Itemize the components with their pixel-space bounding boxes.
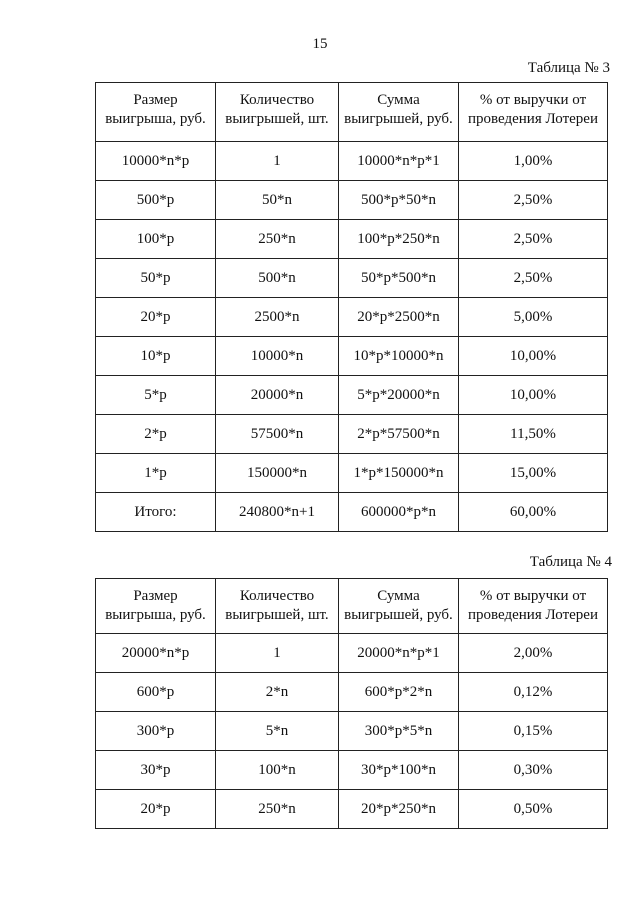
cell-revenue-percent <box>459 259 608 298</box>
cell-prize-count <box>216 181 339 220</box>
cell-prize-sum <box>339 220 459 259</box>
cell-prize-sum <box>339 376 459 415</box>
cell-prize-count <box>216 220 339 259</box>
cell-prize-count <box>216 376 339 415</box>
table-row <box>96 493 608 532</box>
cell-text: 5*p*20000*n <box>357 387 440 403</box>
cell-prize-sum <box>339 751 459 790</box>
cell-revenue-percent <box>459 454 608 493</box>
cell-text: 50*n <box>262 192 292 208</box>
cell-text: 20*p <box>140 801 171 817</box>
table-row <box>96 712 608 751</box>
table-row <box>96 220 608 259</box>
cell-text: 20000*n*p*1 <box>357 645 440 661</box>
cell-text: 2,00% <box>513 645 553 661</box>
cell-text: 20000*n*p <box>121 645 190 661</box>
cell-text: 600*p <box>136 684 175 700</box>
cell-prize-sum <box>339 337 459 376</box>
cell-prize-sum <box>339 712 459 751</box>
cell-text: 100*p <box>136 231 175 247</box>
table-row <box>96 298 608 337</box>
cell-prize-size <box>96 415 216 454</box>
cell-text: 0,15% <box>513 723 553 739</box>
cell-text: 1*p*150000*n <box>353 465 444 481</box>
cell-text: 50*p <box>140 270 171 286</box>
cell-text: 250*n <box>258 231 296 247</box>
cell-prize-sum <box>339 493 459 532</box>
cell-prize-size <box>96 454 216 493</box>
cell-text: 2*p*57500*n <box>357 426 440 442</box>
cell-prize-count <box>216 673 339 712</box>
cell-revenue-percent <box>459 337 608 376</box>
header-revenue-percent: % от выручки от проведения Лотереи <box>459 83 608 142</box>
cell-prize-size <box>96 493 216 532</box>
cell-text: 20*p <box>140 309 171 325</box>
cell-revenue-percent <box>459 673 608 712</box>
table-3-caption: Таблица № 3 <box>527 60 610 76</box>
cell-prize-size <box>96 712 216 751</box>
table-row <box>96 634 608 673</box>
cell-text: 5,00% <box>513 309 553 325</box>
cell-text: 57500*n <box>250 426 304 442</box>
cell-revenue-percent <box>459 712 608 751</box>
cell-prize-size <box>96 673 216 712</box>
table-row <box>96 181 608 220</box>
cell-prize-count <box>216 454 339 493</box>
cell-prize-sum <box>339 634 459 673</box>
cell-text: 240800*n+1 <box>239 504 315 520</box>
cell-prize-sum <box>339 790 459 829</box>
cell-text: 30*p <box>140 762 171 778</box>
cell-text: 100*p*250*n <box>357 231 440 247</box>
cell-text: 2,50% <box>513 192 553 208</box>
cell-text: 5*p <box>144 387 167 403</box>
header-prize-size: Размер выигрыша, руб. <box>96 83 216 142</box>
header-prize-count: Количество выигрышей, шт. <box>216 579 339 634</box>
cell-prize-size <box>96 337 216 376</box>
cell-prize-count <box>216 298 339 337</box>
cell-text: 30*p*100*n <box>361 762 436 778</box>
cell-revenue-percent <box>459 634 608 673</box>
cell-text: 2*p <box>144 426 167 442</box>
cell-prize-count <box>216 142 339 181</box>
cell-revenue-percent <box>459 493 608 532</box>
cell-prize-size <box>96 790 216 829</box>
cell-text: 20*p*2500*n <box>357 309 440 325</box>
table-3-body <box>96 142 608 532</box>
cell-text: 600000*p*n <box>361 504 436 520</box>
table-row <box>96 142 608 181</box>
cell-text: 2*n <box>265 684 289 700</box>
cell-text: 15,00% <box>509 465 557 481</box>
table-4-body <box>96 634 608 829</box>
cell-prize-count <box>216 493 339 532</box>
cell-prize-size <box>96 220 216 259</box>
cell-text: 1 <box>273 153 281 169</box>
cell-text: 10,00% <box>509 348 557 364</box>
cell-text: 150000*n <box>247 465 307 481</box>
cell-prize-count <box>216 259 339 298</box>
cell-prize-sum <box>339 673 459 712</box>
table-row <box>96 673 608 712</box>
cell-prize-count <box>216 790 339 829</box>
table-3 <box>95 82 608 532</box>
table-4-caption: Таблица № 4 <box>529 554 612 570</box>
cell-text: 500*p <box>136 192 175 208</box>
cell-text: 10000*n*p*1 <box>357 153 440 169</box>
cell-text: 2,50% <box>513 270 553 286</box>
table-row <box>96 376 608 415</box>
cell-text: 100*n <box>258 762 296 778</box>
cell-revenue-percent <box>459 181 608 220</box>
cell-prize-count <box>216 415 339 454</box>
cell-prize-sum <box>339 181 459 220</box>
cell-text: 1*p <box>144 465 167 481</box>
cell-prize-size <box>96 259 216 298</box>
cell-text: 0,30% <box>513 762 553 778</box>
header-prize-count: Количество выигрышей, шт. <box>216 83 339 142</box>
cell-text: 1 <box>273 645 281 661</box>
cell-prize-size <box>96 751 216 790</box>
cell-revenue-percent <box>459 751 608 790</box>
cell-prize-size <box>96 142 216 181</box>
table-row <box>96 337 608 376</box>
cell-revenue-percent <box>459 376 608 415</box>
cell-text: 0,12% <box>513 684 553 700</box>
cell-text: Итого: <box>134 504 177 520</box>
cell-text: 60,00% <box>509 504 557 520</box>
header-revenue-percent: % от выручки от проведения Лотереи <box>459 579 608 634</box>
cell-text: 300*p*5*n <box>364 723 433 739</box>
cell-text: 50*p*500*n <box>361 270 436 286</box>
table-3-header-row <box>96 83 608 142</box>
cell-revenue-percent <box>459 142 608 181</box>
table-row <box>96 790 608 829</box>
cell-text: 10000*n <box>250 348 304 364</box>
cell-text: 500*n <box>258 270 296 286</box>
cell-prize-sum <box>339 142 459 181</box>
cell-text: 10*p <box>140 348 171 364</box>
cell-text: 1,00% <box>513 153 553 169</box>
cell-text: 250*n <box>258 801 296 817</box>
table-4-header-row <box>96 579 608 634</box>
cell-text: 20*p*250*n <box>361 801 436 817</box>
cell-prize-sum <box>339 259 459 298</box>
cell-prize-size <box>96 181 216 220</box>
cell-text: 600*p*2*n <box>364 684 433 700</box>
cell-prize-size <box>96 376 216 415</box>
cell-text: 0,50% <box>513 801 553 817</box>
page-number: 15 <box>312 36 328 52</box>
cell-prize-sum <box>339 298 459 337</box>
cell-prize-count <box>216 712 339 751</box>
cell-prize-count <box>216 634 339 673</box>
cell-text: 2500*n <box>254 309 300 325</box>
cell-prize-count <box>216 337 339 376</box>
cell-prize-size <box>96 634 216 673</box>
table-row <box>96 415 608 454</box>
cell-text: 500*p*50*n <box>361 192 436 208</box>
cell-prize-count <box>216 751 339 790</box>
cell-text: 20000*n <box>250 387 304 403</box>
table-row <box>96 454 608 493</box>
cell-prize-sum <box>339 415 459 454</box>
header-prize-size: Размер выигрыша, руб. <box>96 579 216 634</box>
cell-text: 300*p <box>136 723 175 739</box>
cell-text: 10,00% <box>509 387 557 403</box>
table-row <box>96 259 608 298</box>
cell-revenue-percent <box>459 298 608 337</box>
cell-prize-size <box>96 298 216 337</box>
table-row <box>96 751 608 790</box>
cell-text: 10000*n*p <box>121 153 190 169</box>
cell-text: 11,50% <box>510 426 556 442</box>
header-prize-sum: Сумма выигрышей, руб. <box>339 83 459 142</box>
cell-text: 10*p*10000*n <box>353 348 444 364</box>
cell-revenue-percent <box>459 415 608 454</box>
cell-text: 2,50% <box>513 231 553 247</box>
cell-revenue-percent <box>459 790 608 829</box>
cell-prize-sum <box>339 454 459 493</box>
header-prize-sum: Сумма выигрышей, руб. <box>339 579 459 634</box>
cell-revenue-percent <box>459 220 608 259</box>
cell-text: 5*n <box>265 723 289 739</box>
table-4 <box>95 578 608 829</box>
